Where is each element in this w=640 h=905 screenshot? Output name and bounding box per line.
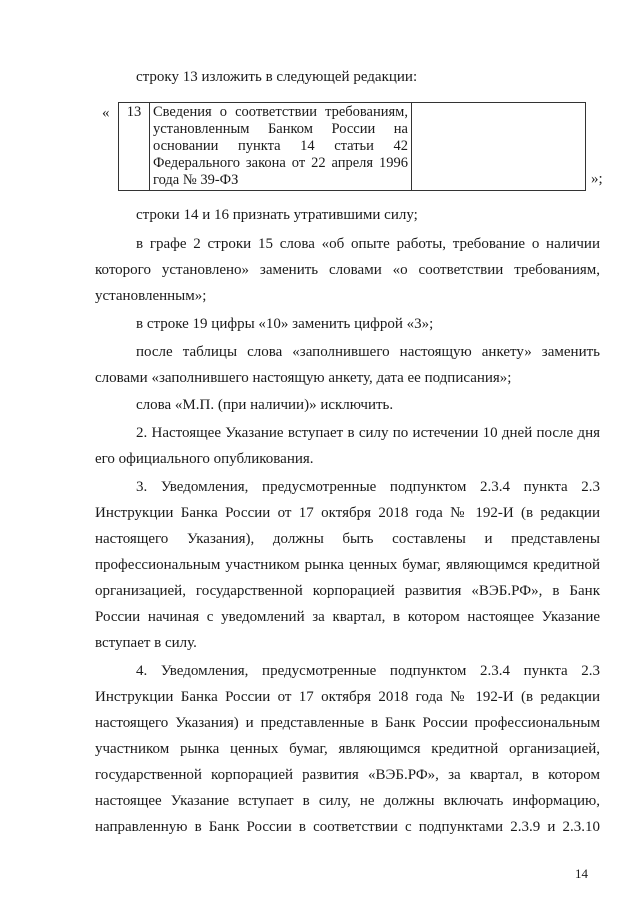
paragraph-column2-line1: в графе 2 строки 15 слова «об опыте работы, требование о наличии bbox=[136, 236, 600, 252]
intro-text: строку 13 изложить в следующей редакции: bbox=[136, 69, 418, 85]
row-number-cell: 13 bbox=[119, 103, 150, 191]
table-quote-open: « bbox=[102, 105, 110, 121]
item3-line5: организацией, государственной корпорацией развития «ВЭБ.РФ», в Банк bbox=[95, 583, 600, 599]
item2-line1: 2. Настоящее Указание вступает в силу по истечении 10 дней после дня bbox=[136, 425, 600, 441]
item3-line1: 3. Уведомления, предусмотренные подпунктом 2.3.4 пункта 2.3 bbox=[136, 479, 600, 495]
row-value-cell bbox=[412, 103, 586, 191]
item4-line5: государственной корпорацией развития «ВЭБ.РФ», за квартал, в котором bbox=[95, 767, 600, 783]
paragraph-column2-line3: установленным»; bbox=[95, 288, 207, 304]
item4-line1: 4. Уведомления, предусмотренные подпунктом 2.3.4 пункта 2.3 bbox=[136, 663, 600, 679]
paragraph-after-table-line1: после таблицы слова «заполнившего настоящую анкету» заменить bbox=[136, 344, 600, 360]
paragraph-row19: в строке 19 цифры «10» заменить цифрой «3»; bbox=[136, 316, 434, 332]
item3-line3: настоящего Указания), должны быть составлены и представлены bbox=[95, 531, 600, 547]
item4-line2: Инструкции Банка России от 17 октября 2018 года № 192-И (в редакции bbox=[95, 689, 600, 705]
item3-line2: Инструкции Банка России от 17 октября 2018 года № 192-И (в редакции bbox=[95, 505, 600, 521]
paragraph-rows-14-16: строки 14 и 16 признать утратившими силу; bbox=[136, 207, 418, 223]
table-quote-close: »; bbox=[591, 171, 603, 187]
paragraph-after-table-line2: словами «заполнившего настоящую анкету, дата ее подписания»; bbox=[95, 370, 512, 386]
item4-line6: настоящее Указание вступает в силу, не должны включать информацию, bbox=[95, 793, 600, 809]
item3-line4: профессиональным участником рынка ценных бумаг, являющимся кредитной bbox=[95, 557, 600, 573]
item3-line7: вступает в силу. bbox=[95, 635, 197, 651]
item4-line3: настоящего Указания) и представленные в Банк России профессиональным bbox=[95, 715, 600, 731]
page-number: 14 bbox=[575, 866, 588, 881]
amendment-table bbox=[118, 102, 586, 191]
row-text-cell: Сведения о соответствии требованиям, установленным Банком России на основании пункта 14 статьи 42 Федерального закона от 22 апреля 1996 года № 39-ФЗ bbox=[150, 103, 412, 191]
table-row bbox=[119, 103, 586, 191]
item3-line6: России начиная с уведомлений за квартал, в котором настоящее Указание bbox=[95, 609, 600, 625]
item4-line7: направленную в Банк России в соответствии с подпунктами 2.3.9 и 2.3.10 bbox=[95, 819, 600, 835]
paragraph-column2-line2: которого установлено» заменить словами «о соответствии требованиям, bbox=[95, 262, 600, 278]
item4-line4: участником рынка ценных бумаг, являющимся кредитной организацией, bbox=[95, 741, 600, 757]
paragraph-mp: слова «М.П. (при наличии)» исключить. bbox=[136, 397, 394, 413]
item2-line2: его официального опубликования. bbox=[95, 451, 314, 467]
